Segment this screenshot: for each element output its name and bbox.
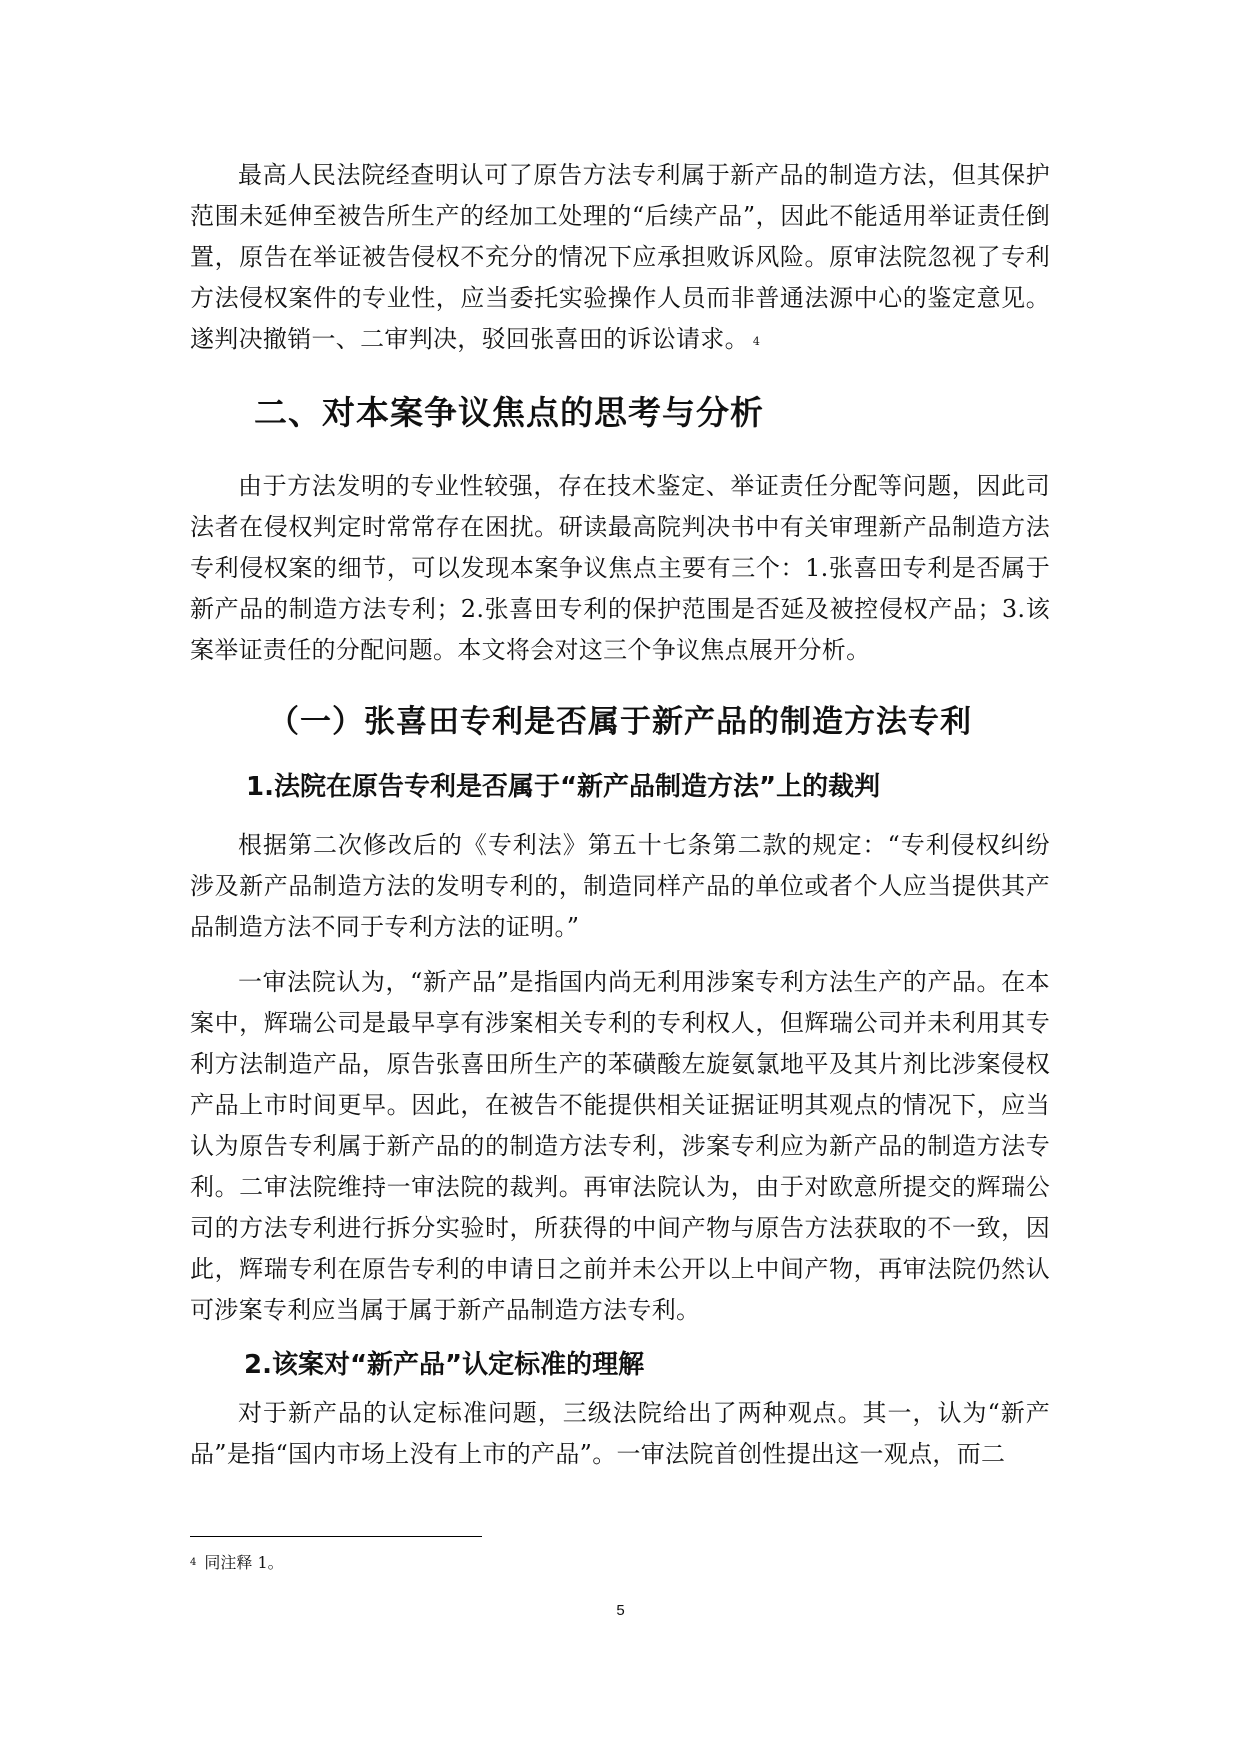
page-content: [190, 155, 1050, 1475]
paragraph-section-intro: 由于方法发明的专业性较强，存在技术鉴定、举证责任分配等问题，因此司法者在侵权判定时常常存在困扰。研读最高院判决书中有关审理新产品制造方法专利侵权案的细节，可以发现本案争议焦点主要有三个：1.张喜田专利是否属于新产品的制造方法专利；2.张喜田专利的保护范围是否延及被控侵权产品；3.该案举证责任的分配问题。本文将会对这三个争议焦点展开分析。: [190, 472, 1050, 664]
item-heading-2: 2.该案对“新产品”认定标准的理解: [244, 1350, 645, 1380]
footnote: [190, 1552, 284, 1574]
paragraph-new-product-standard: 对于新产品的认定标准问题，三级法院给出了两种观点。其一，认为“新产品”是指“国内市场上没有上市的产品”。一审法院首创性提出这一观点，而二: [190, 1399, 1050, 1468]
footnote-marker: 4: [190, 1557, 197, 1568]
paragraph-text: 最高人民法院经查明认可了原告方法专利属于新产品的制造方法，但其保护范围未延伸至被告所生产的经加工处理的“后续产品”，因此不能适用举证责任倒置，原告在举证被告侵权不充分的情况下应承担败诉风险。原审法院忽视了专利方法侵权案件的专业性，应当委托实验操作人员而非普通法源中心的鉴定意见。遂判决撤销一、二审判决，驳回张喜田的诉讼请求。: [190, 161, 1050, 353]
footnote-text: 同注释 1。: [204, 1553, 284, 1572]
paragraph-court-opinions: 一审法院认为，“新产品”是指国内尚无利用涉案专利方法生产的产品。在本案中，辉瑞公司是最早享有涉案相关专利的专利权人，但辉瑞公司并未利用其专利方法制造产品，原告张喜田所生产的苯磺酸左旋氨氯地平及其片剂比涉案侵权产品上市时间更早。因此，在被告不能提供相关证据证明其观点的情况下，应当认为原告专利属于新产品的的制造方法专利，涉案专利应为新产品的制造方法专利。二审法院维持一审法院的裁判。再审法院认为，由于对欧意所提交的辉瑞公司的方法专利进行拆分实验时，所获得的中间产物与原告方法获取的不一致，因此，辉瑞专利在原告专利的申请日之前并未公开以上中间产物，再审法院仍然认可涉案专利应当属于属于新产品制造方法专利。: [190, 968, 1050, 1324]
footnote-divider: [190, 1536, 482, 1537]
paragraph-gap: [190, 948, 1050, 962]
footnote-reference[interactable]: 4: [752, 335, 761, 348]
section-heading: 二、对本案争议焦点的思考与分析: [254, 393, 764, 432]
page-number: 5: [616, 1602, 625, 1619]
item-heading-1: 1.法院在原告专利是否属于“新产品制造方法”上的裁判: [246, 772, 881, 802]
paragraph-supreme-court-ruling: [190, 155, 1050, 360]
subsection-heading: （一）张喜田专利是否属于新产品的制造方法专利: [268, 704, 972, 740]
paragraph-patent-law-article: 根据第二次修改后的《专利法》第五十七条第二款的规定：“专利侵权纠纷涉及新产品制造方法的发明专利的，制造同样产品的单位或者个人应当提供其产品制造方法不同于专利方法的证明。”: [190, 831, 1050, 941]
